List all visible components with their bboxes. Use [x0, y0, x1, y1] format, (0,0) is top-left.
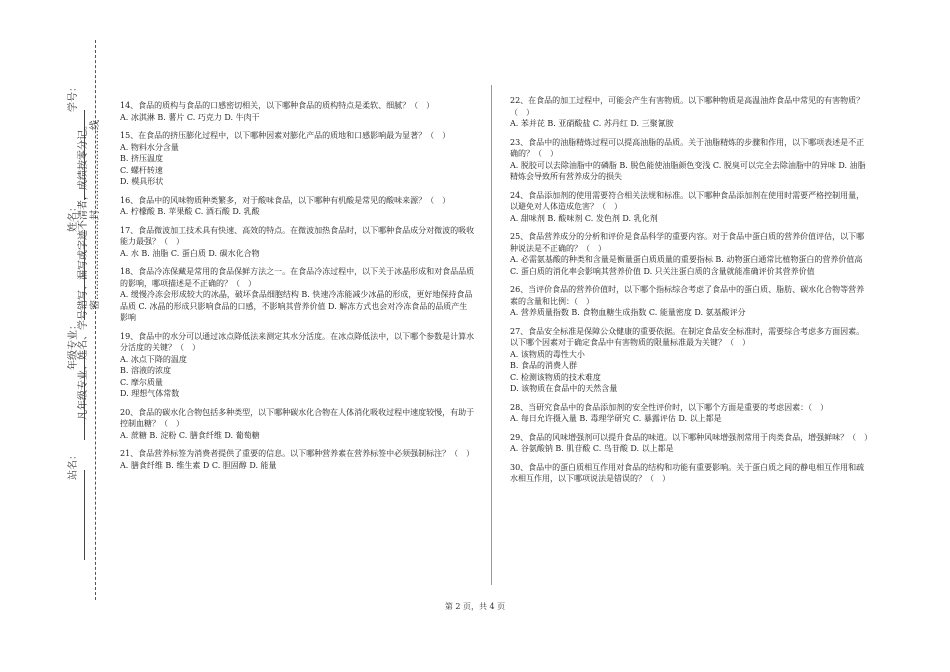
question-stem: 28、当研究食品中的食品添加剂的安全性评价时，以下哪个方面是重要的考虑因素：（ ） — [510, 402, 829, 412]
question-options: A. 每日允许摄入量 B. 毒理学研究 C. 暴露评估 D. 以上都是 — [510, 414, 722, 423]
question-item — [120, 195, 475, 218]
option-d: D. 该物质在食品中的天然含量 — [510, 384, 618, 393]
page-number: 第 2 页，共 4 页 — [444, 602, 506, 611]
question-stem: 22、在食品的加工过程中，可能会产生有害物质。以下哪种物质是高温油炸食品中常见的有害物质？（ ） — [510, 96, 865, 117]
question-item — [120, 130, 475, 188]
right-column — [510, 95, 873, 492]
option-c: C. 检测该物质的技术难度 — [510, 372, 601, 382]
option-a: A. 该物质的毒性大小 — [510, 349, 585, 359]
option-c: C. 螺杆转速 — [120, 165, 163, 175]
question-options: A. 谷氨酸钠 B. 肌苷酸 C. 鸟苷酸 D. 以上都是 — [510, 444, 674, 453]
question-item — [120, 225, 475, 260]
question-options: A. 必需氨基酸的种类和含量是衡量蛋白质质量的重要指标 B. 动物蛋白通常比植物蛋白的营养价值高 C. 蛋白质的消化率会影响其营养价值 D. 只关注蛋白质的含量就能准确评价其营养价值 — [510, 255, 863, 276]
question-stem: 24、食品添加剂的使用需要符合相关法规和标准。以下哪种食品添加剂在使用时需要严格控制用量，以避免对人体造成危害？（ ） — [510, 190, 865, 211]
option-d: D. 模具形状 — [120, 177, 164, 186]
question-options: A. 缓慢冷冻会形成较大的冰晶，破坏食品细胞结构 B. 快速冷冻能减少冰晶的形成，更好地保持食品品质 C. 冰晶的形成只影响食品的口感，不影响其营养价值 D. 解冻方式也会对冷冻食品的品质产生影响 — [120, 290, 473, 322]
option-b: B. 溶液的浓度 — [120, 366, 171, 375]
name-label: 姓名： — [68, 202, 79, 232]
question-stem: 26、当评价食品的营养价值时，以下哪个指标综合考虑了食品中的蛋白质、脂肪、碳水化合物等营养素的含量和比例：（ ） — [510, 285, 865, 306]
question-stem: 14、食品的质构与食品的口感密切相关，以下哪种食品的质构特点是柔软、细腻？（ ） — [120, 101, 435, 110]
question-options: A. 营养质量指数 B. 食物血糖生成指数 C. 能量密度 D. 氨基酸评分 — [510, 308, 746, 317]
question-item — [510, 190, 870, 225]
question-stem: 25、食品营养成分的分析和评价是食品科学的重要内容。对于食品中蛋白质的营养价值评估，以下哪种说法是不正确的？（ ） — [510, 232, 865, 253]
question-options: A. 蔗糖 B. 淀粉 C. 膳食纤维 D. 葡萄糖 — [120, 430, 260, 440]
question-options: A. 脱胶可以去除油脂中的磷脂 B. 脱色能使油脂颜色变浅 C. 脱臭可以完全去除油脂中的异味 D. 油脂精炼会导致所有营养成分的损失 — [510, 160, 866, 181]
question-stem: 23、食品中的油脂精炼过程可以提高油脂的品质。关于油脂精炼的步骤和作用，以下哪项表述是不正确的？（ ） — [510, 137, 865, 158]
question-item — [510, 402, 870, 425]
option-b: B. 食品的消费人群 — [510, 361, 577, 370]
option-b: B. 挤压温度 — [120, 154, 163, 163]
question-item — [120, 331, 475, 400]
question-stem: 27、食品安全标准是保障公众健康的重要依据。在制定食品安全标准时，需要综合考虑多方面因素。以下哪个因素对于确定食品中有害物质的限量标准最为关键？（ ） — [510, 326, 865, 347]
cut-line-label: 密……………………封……………………线 — [90, 120, 101, 310]
column-divider — [491, 85, 492, 585]
option-a: A. 冰点下降的温度 — [120, 354, 187, 364]
instruction-text: 凡年级专业、姓名、学号错写、漏写或字迹不清者，成绩按零分记。 — [78, 120, 89, 420]
station-label: 站名： — [68, 450, 79, 480]
question-options: A. 膳食纤维 B. 维生素 D C. 胆固醇 D. 能量 — [120, 460, 277, 470]
question-stem: 18、食品冷冻保藏是常用的食品保鲜方法之一。在食品冷冻过程中，以下关于冰晶形成和对食品品质的影响，哪项描述是不正确的？（ ） — [120, 267, 475, 288]
option-a: A. 物料水分含量 — [120, 142, 179, 152]
left-column — [120, 100, 475, 478]
question-stem: 29、食品的风味增强剂可以提升食品的味道。以下哪种风味增强剂常用于肉类食品，增强鲜味？（ ） — [510, 432, 873, 442]
student-id-label: 学号： — [68, 82, 79, 112]
question-options: A. 甜味剂 B. 酸味剂 C. 发色剂 D. 乳化剂 — [510, 213, 658, 223]
question-options: A. 柠檬酸 B. 苹果酸 C. 酒石酸 D. 乳酸 — [120, 207, 260, 216]
question-options: A. 冰淇淋 B. 薯片 C. 巧克力 D. 牛肉干 — [120, 112, 260, 122]
question-stem: 21、食品营养标签为消费者提供了重要的信息。以下哪种营养素在营养标签中必须强制标注？（ ） — [120, 449, 475, 458]
question-item — [510, 95, 870, 130]
question-item — [120, 407, 475, 442]
question-stem: 17、食品微波加工技术具有快速、高效的特点。在微波加热食品时，以下哪种食品成分对微波的吸收能力最强？（ ） — [120, 225, 475, 246]
question-item — [120, 448, 475, 471]
question-item — [510, 137, 870, 183]
question-item — [510, 462, 870, 485]
question-stem: 15、在食品的挤压膨化过程中，以下哪种因素对膨化产品的质地和口感影响最为显著？（ ） — [120, 131, 451, 140]
option-c: C. 摩尔质量 — [120, 377, 163, 387]
question-options: A. 苯并芘 B. 亚硝酸盐 C. 苏丹红 D. 三聚氰胺 — [510, 119, 674, 128]
question-item — [510, 432, 873, 455]
major-label: 年级专业： — [68, 320, 79, 370]
question-item — [120, 100, 475, 123]
question-item — [510, 284, 870, 319]
question-item — [510, 326, 870, 395]
question-stem: 16、食品中的风味物质种类繁多，对于酸味食品，以下哪种有机酸是常见的酸味来源？（ ） — [120, 195, 451, 205]
question-stem: 30、食品中的蛋白质相互作用对食品的结构和功能有重要影响。关于蛋白质之间的静电相互作用和疏水相互作用，以下哪项说法是错误的？（ ） — [510, 462, 865, 483]
option-d: D. 理想气体常数 — [120, 389, 180, 398]
station-underline — [84, 470, 85, 560]
question-item — [120, 266, 475, 324]
question-stem: 20、食品的碳水化合物包括多种类型，以下哪种碳水化合物在人体消化吸收过程中速度较慢，有助于控制血糖？（ ） — [120, 407, 475, 428]
binding-sidebar — [0, 0, 110, 672]
question-item — [510, 231, 870, 277]
question-stem: 19、食品中的水分可以通过冰点降低法来测定其水分活度。在冰点降低法中，以下哪个参数是计算水分活度的关键？（ ） — [120, 331, 475, 352]
question-options: A. 水 B. 油脂 C. 蛋白质 D. 碳水化合物 — [120, 248, 260, 258]
